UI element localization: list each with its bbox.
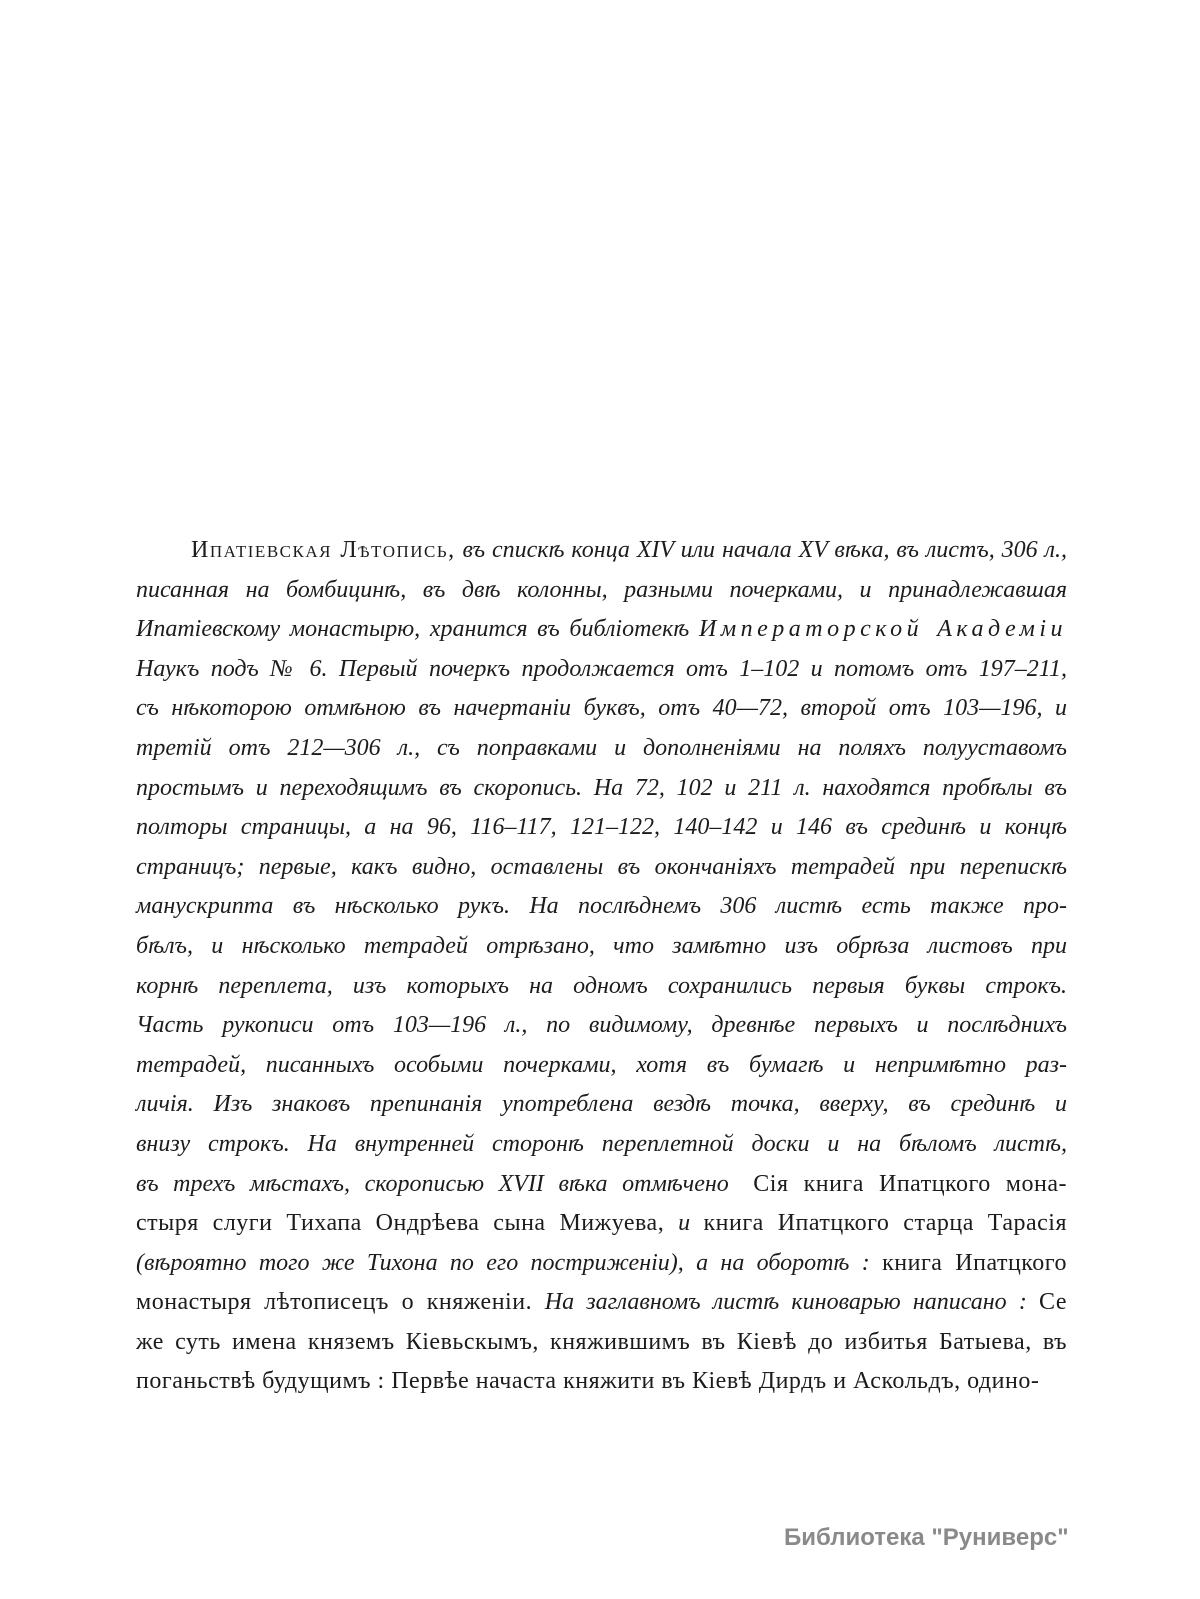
text-segment-italic: манускрипта въ нѣсколько рукъ. На послѣднемъ 306 листѣ есть также про-: [136, 893, 1067, 920]
text-line: [136, 769, 1067, 809]
text-line: [136, 610, 1067, 650]
text-segment-roman: стыря слуги Тихапа Ондрѣева сына Мижуева,: [136, 1210, 679, 1237]
text-segment-roman: поганьствѣ будущимъ : Первѣе начаста княжити въ Кіевѣ Дирдъ и Аскольдъ, одино-: [136, 1368, 1040, 1395]
text-segment-italic: съ нѣкоторою отмѣною въ начертаніи буквъ, отъ 40—72, второй отъ 103—196, и: [136, 695, 1067, 722]
text-line: [136, 1085, 1067, 1125]
text-segment-roman: Сія книга Ипатцкого мона-: [728, 1170, 1067, 1197]
text-line: [136, 1323, 1067, 1363]
text-segment-italic: писанная на бомбицинѣ, въ двѣ колонны, разными почерками, и принадлежавшая: [136, 576, 1067, 603]
text-segment-italic: корнѣ переплета, изъ которыхъ на одномъ сохранились первыя буквы строкъ.: [136, 972, 1067, 999]
text-line: [136, 689, 1067, 729]
text-line: [136, 571, 1067, 611]
text-line: [136, 1046, 1067, 1086]
text-line: [136, 967, 1067, 1007]
text-segment-roman: книга Ипатцкого старца Тарасія: [703, 1210, 1067, 1237]
text-line: [136, 1165, 1067, 1205]
text-line: [136, 650, 1067, 690]
text-line: [136, 1283, 1067, 1323]
text-segment-roman: же суть имена княземъ Кіевьскымъ, княжившимъ въ Кіевѣ до избитья Батыева, въ: [136, 1328, 1067, 1355]
text-segment-italic: Ипатіевскому монастырю, хранится въ библіотекѣ: [136, 616, 699, 643]
text-segment-italic: страницъ; первые, какъ видно, оставлены въ окончаніяхъ тетрадей при перепискѣ: [136, 853, 1067, 880]
text-segment-italic: и: [678, 1210, 704, 1237]
text-segment-roman: книга Ипатцкого: [882, 1249, 1067, 1276]
text-segment-italic: бѣлъ, и нѣсколько тетрадей отрѣзано, что замѣтно изъ обрѣза листовъ при: [136, 932, 1067, 959]
text-segment-italic: тетрадей, писанныхъ особыми почерками, хотя въ бумагѣ и непримѣтно раз-: [136, 1051, 1067, 1078]
text-line: [136, 1125, 1067, 1165]
text-line: [136, 729, 1067, 769]
paragraph-block: [136, 531, 1067, 1402]
text-line: [136, 808, 1067, 848]
text-segment-italic: Наукъ подъ № 6. Первый почеркъ продолжается отъ 1–102 и потомъ отъ 197–211,: [136, 655, 1067, 682]
text-segment-italic: внизу строкъ. На внутренней сторонѣ переплетной доски и на бѣломъ листѣ,: [136, 1130, 1067, 1157]
text-line: [136, 887, 1067, 927]
text-line: [136, 1204, 1067, 1244]
text-segment-italic: простымъ и переходящимъ въ скоропись. На 72, 102 и 211 л. находятся пробѣлы въ: [136, 774, 1067, 801]
text-line: [136, 1006, 1067, 1046]
text-segment-italic: На заглавномъ листѣ киноварью написано :: [544, 1289, 1040, 1316]
text-segment-spaced: Императорской Академіи: [698, 616, 1068, 643]
text-line: [136, 848, 1067, 888]
text-line: [136, 531, 1067, 571]
text-segment-smallcaps: Ипатіевская Лѣтопись,: [191, 537, 456, 563]
text-segment-italic: третій отъ 212—306 л., съ поправками и дополненіями на поляхъ полууставомъ: [136, 734, 1067, 761]
text-segment-roman: монастыря лѣтописецъ о княженіи.: [136, 1289, 545, 1316]
text-segment-italic: въ спискѣ конца XIV или начала XV вѣка, въ листъ, 306 л.,: [455, 537, 1067, 563]
text-line: [136, 927, 1067, 967]
text-line: [136, 1244, 1067, 1284]
text-segment-italic: личія. Изъ знаковъ препинанія употреблена вездѣ точка, вверху, въ срединѣ и: [136, 1091, 1067, 1118]
text-segment-italic: полторы страницы, а на 96, 116–117, 121–122, 140–142 и 146 въ срединѣ и концѣ: [136, 814, 1067, 841]
text-line: [136, 1362, 1067, 1402]
text-segment-italic: Часть рукописи отъ 103—196 л., по видимому, древнѣе первыхъ и послѣднихъ: [136, 1012, 1067, 1039]
text-segment-roman: Се: [1039, 1289, 1067, 1316]
text-segment-italic: (вѣроятно того же Тихона по его постриженіи), а на оборотѣ :: [136, 1249, 883, 1276]
text-segment-italic: въ трехъ мѣстахъ, скорописью XVII вѣка отмѣчено: [136, 1170, 729, 1197]
runivers-library-watermark: Библиотека "Руниверс": [784, 1524, 1069, 1551]
